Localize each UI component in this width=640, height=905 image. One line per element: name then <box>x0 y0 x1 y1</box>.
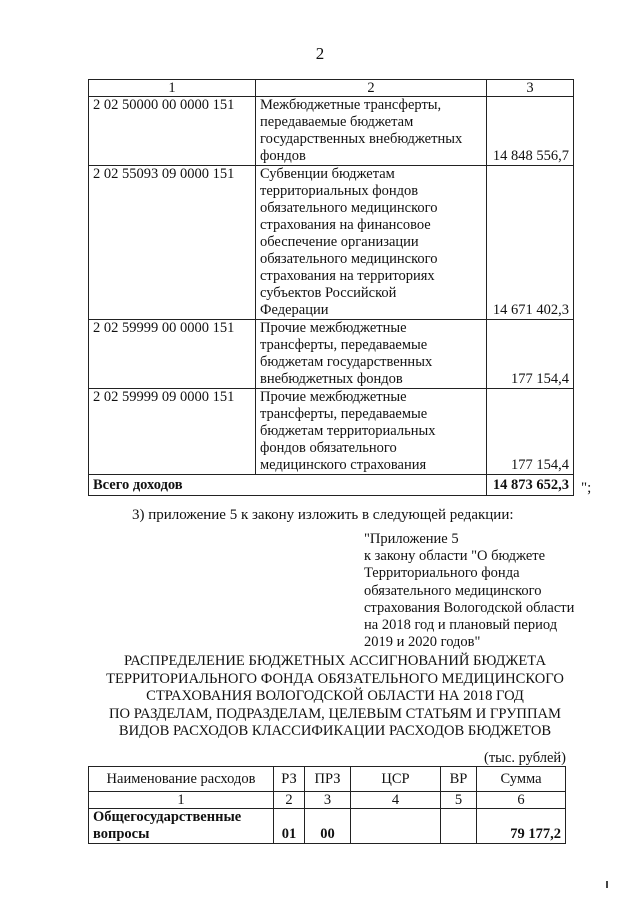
expense-prz: 00 <box>305 809 351 844</box>
section-heading <box>80 653 590 741</box>
text-line: Федерации <box>260 302 329 318</box>
total-row <box>89 475 574 496</box>
appendix-line: обязательного медицинского <box>364 582 542 599</box>
text-line: субъектов Российской <box>260 285 397 301</box>
appendix-block <box>364 531 604 651</box>
text-line: бюджетам государственных <box>260 354 433 370</box>
text-line: Межбюджетные трансферты, <box>260 97 442 113</box>
income-name <box>256 320 487 389</box>
total-amount: 14 873 652,3 <box>487 475 574 496</box>
text-line: фондов обязательного <box>260 440 397 456</box>
income-code: 2 02 59999 09 0000 151 <box>89 389 256 475</box>
appendix-line: страхования Вологодской области <box>364 599 575 616</box>
column-number: 4 <box>351 792 441 809</box>
income-amount: 177 154,4 <box>487 320 574 389</box>
income-name <box>256 166 487 320</box>
heading-line: ВИДОВ РАСХОДОВ КЛАССИФИКАЦИИ РАСХОДОВ БЮДЖЕТОВ <box>118 723 552 739</box>
header-sum: Сумма <box>477 767 566 792</box>
column-number: 2 <box>274 792 305 809</box>
income-table-header <box>89 80 574 97</box>
heading-line: ПО РАЗДЕЛАМ, ПОДРАЗДЕЛАМ, ЦЕЛЕВЫМ СТАТЬЯМ И ГРУППАМ <box>108 705 561 722</box>
income-amount: 14 848 556,7 <box>487 97 574 166</box>
text-line: передаваемые бюджетам <box>260 114 414 130</box>
appendix-line: 2019 и 2020 годов" <box>364 634 481 651</box>
income-code: 2 02 55093 09 0000 151 <box>89 166 256 320</box>
income-code: 2 02 50000 00 0000 151 <box>89 97 256 166</box>
column-number: 3 <box>487 80 574 97</box>
header-name: Наименование расходов <box>89 767 274 792</box>
expense-name <box>89 809 274 844</box>
text-line: бюджетам территориальных <box>260 423 436 439</box>
column-number: 2 <box>256 80 487 97</box>
text-line: Прочие межбюджетные <box>260 389 407 405</box>
text-line: обеспечение организации <box>260 234 419 250</box>
total-label: Всего доходов <box>89 475 487 496</box>
income-name <box>256 389 487 475</box>
header-rz: РЗ <box>274 767 305 792</box>
table-row <box>89 320 574 389</box>
intro-text: 3) приложение 5 к закону изложить в следующей редакции: <box>132 507 514 523</box>
heading-line: СТРАХОВАНИЯ ВОЛОГОДСКОЙ ОБЛАСТИ НА 2018 ГОД <box>146 688 524 704</box>
expense-table-header <box>89 767 566 792</box>
expense-table <box>88 766 566 844</box>
text-line: обязательного медицинского <box>260 200 438 216</box>
text-line: страхования на финансовое <box>260 217 431 233</box>
text-line: вопросы <box>93 826 150 842</box>
text-line: страхования на территориях <box>260 268 435 284</box>
text-line: территориальных фондов <box>260 183 419 199</box>
income-name <box>256 97 487 166</box>
header-vr: ВР <box>441 767 477 792</box>
heading-line: РАСПРЕДЕЛЕНИЕ БЮДЖЕТНЫХ АССИГНОВАНИЙ БЮДЖЕТА <box>124 653 546 669</box>
table-row <box>89 809 566 844</box>
text-line: внебюджетных фондов <box>260 371 403 387</box>
text-line: обязательного медицинского <box>260 251 438 267</box>
text-line: фондов <box>260 148 306 164</box>
income-table <box>88 79 574 496</box>
header-prz: ПРЗ <box>305 767 351 792</box>
appendix-line: на 2018 год и плановый период <box>364 617 558 634</box>
header-csr: ЦСР <box>351 767 441 792</box>
column-number: 1 <box>89 80 256 97</box>
column-number: 6 <box>477 792 566 809</box>
table-row <box>89 389 574 475</box>
text-line: Субвенции бюджетам <box>260 166 395 182</box>
text-line: трансферты, передаваемые <box>260 337 428 353</box>
column-numbers-row <box>89 792 566 809</box>
column-number: 5 <box>441 792 477 809</box>
income-amount: 177 154,4 <box>487 389 574 475</box>
table-row <box>89 97 574 166</box>
text-line: государственных внебюджетных <box>260 131 463 147</box>
page-number: 2 <box>315 44 325 63</box>
expense-csr <box>351 809 441 844</box>
text-line: Прочие межбюджетные <box>260 320 407 336</box>
expense-sum: 79 177,2 <box>477 809 566 844</box>
column-number: 1 <box>89 792 274 809</box>
appendix-line: "Приложение 5 <box>364 531 459 547</box>
closing-quote: "; <box>581 480 592 496</box>
text-line: медицинского страхования <box>260 457 427 473</box>
text-line: трансферты, передаваемые <box>260 406 428 422</box>
income-amount: 14 671 402,3 <box>487 166 574 320</box>
scan-mark <box>606 881 608 888</box>
appendix-line: к закону области "О бюджете <box>364 548 546 565</box>
text-line: Общегосударственные <box>93 809 242 825</box>
expense-rz: 01 <box>274 809 305 844</box>
units-label: (тыс. рублей) <box>484 750 566 766</box>
heading-line: ТЕРРИТОРИАЛЬНОГО ФОНДА ОБЯЗАТЕЛЬНОГО МЕДИЦИНСКОГО <box>106 670 564 687</box>
expense-vr <box>441 809 477 844</box>
table-row <box>89 166 574 320</box>
appendix-line: Территориального фонда <box>364 565 520 582</box>
income-code: 2 02 59999 00 0000 151 <box>89 320 256 389</box>
column-number: 3 <box>305 792 351 809</box>
